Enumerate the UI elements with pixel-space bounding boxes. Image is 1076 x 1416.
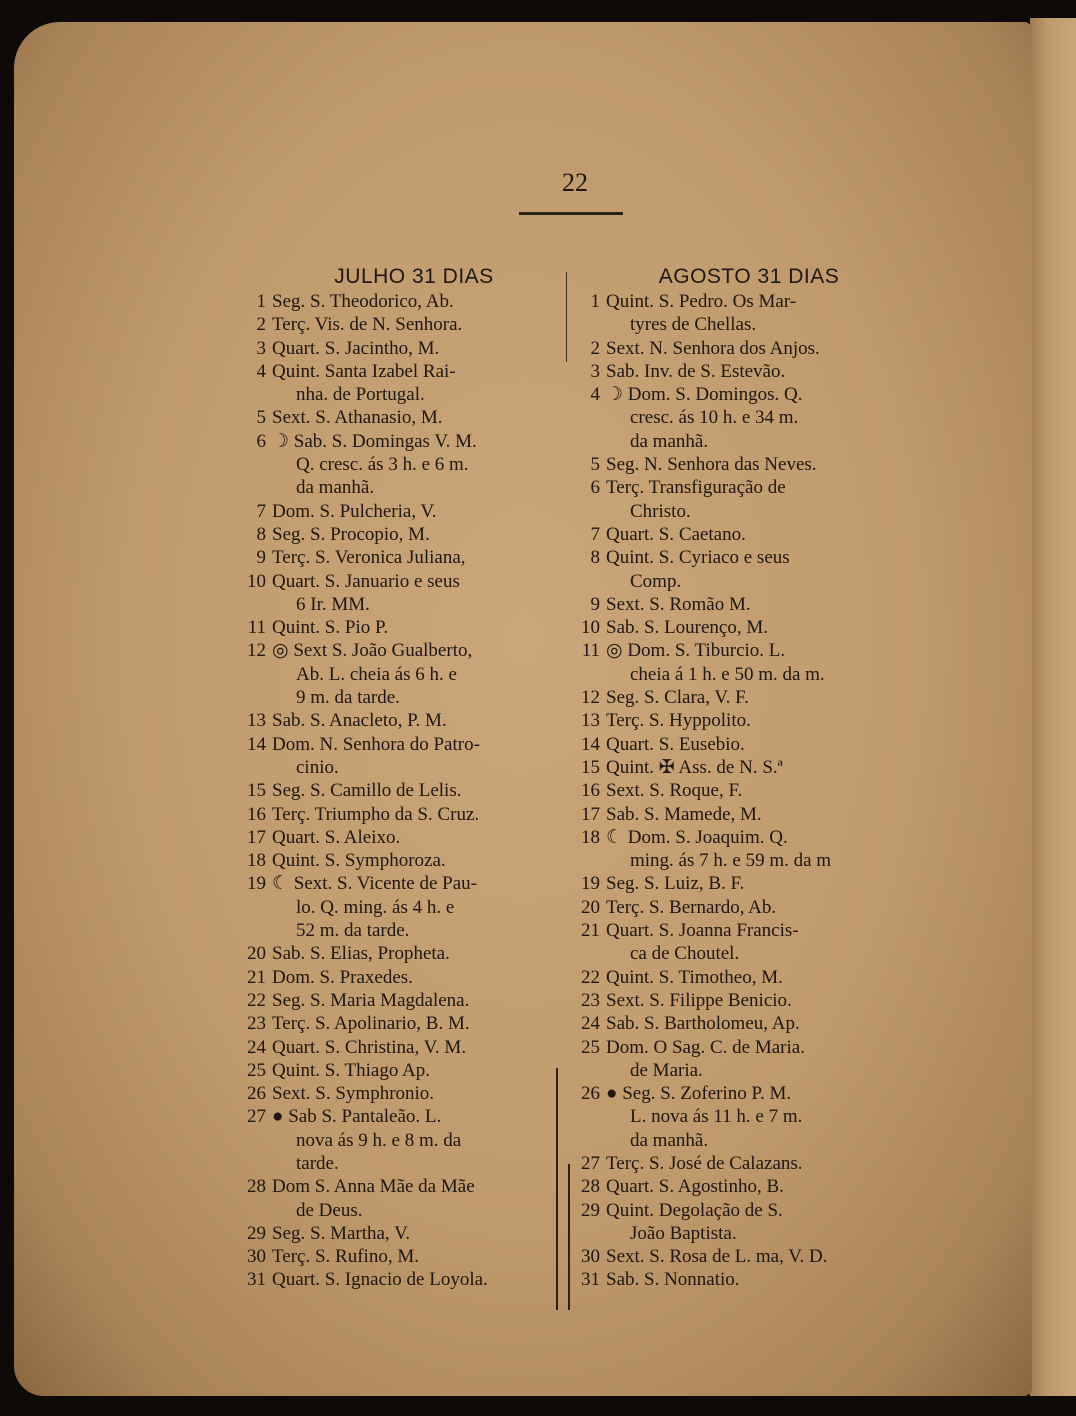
day-number: 31 — [581, 1269, 600, 1291]
day-number: 29 — [581, 1199, 600, 1221]
july-day-entry — [234, 1268, 564, 1291]
entry-line: Sab. S. Mamede, M. — [606, 803, 762, 825]
july-day-entry — [234, 709, 564, 732]
day-text — [606, 1012, 912, 1035]
entry-line: Dom. N. Senhora do Patro- — [272, 733, 480, 755]
day-number: 10 — [581, 617, 600, 639]
entry-line: Quart. S. Joanna Francis- — [606, 920, 799, 942]
day-number: 25 — [247, 1059, 266, 1081]
august-day-entry — [572, 733, 912, 756]
entry-line: Sext. S. Rosa de L. ma, V. D. — [606, 1246, 828, 1268]
day-text — [606, 1152, 912, 1175]
day-text — [606, 593, 912, 616]
entry-line: ☽ Dom. S. Domingos. Q. — [606, 384, 803, 406]
august-day-entry — [572, 966, 912, 989]
day-text — [606, 733, 912, 756]
day-number: 8 — [590, 547, 600, 569]
entry-continuation-line: cinio. — [296, 756, 339, 778]
july-day-entry — [234, 1222, 564, 1245]
day-text — [272, 872, 564, 942]
adjacent-page-edge — [1030, 18, 1076, 1396]
day-number: 9 — [590, 593, 600, 615]
entry-line: Quint. S. Pio P. — [272, 617, 389, 639]
day-text — [606, 826, 912, 873]
day-text — [272, 803, 564, 826]
july-day-entry — [234, 523, 564, 546]
august-day-entry — [572, 803, 912, 826]
day-text — [606, 919, 912, 966]
entry-line: ● Seg. S. Zoferino P. M. — [606, 1083, 792, 1105]
day-text — [606, 966, 912, 989]
august-heading: AGOSTO 31 DIAS — [658, 265, 840, 288]
august-day-entry — [572, 593, 912, 616]
day-text — [606, 1036, 912, 1083]
entry-continuation-line: L. nova ás 11 h. e 7 m. — [630, 1106, 803, 1128]
entry-line: Quart. S. Jacintho, M. — [272, 337, 440, 359]
entry-line: Quint. Degolação de S. — [606, 1199, 783, 1221]
august-day-entry — [572, 290, 912, 337]
day-number: 5 — [256, 407, 266, 429]
day-number: 12 — [581, 687, 600, 709]
entry-line: Quart. S. Ignacio de Loyola. — [272, 1269, 488, 1291]
july-day-entry — [234, 1059, 564, 1082]
entry-line: ☾ Dom. S. Joaquim. Q. — [606, 826, 788, 848]
july-day-entry — [234, 406, 564, 429]
day-number: 30 — [581, 1246, 600, 1268]
entry-line: Sab. S. Anacleto, P. M. — [272, 710, 447, 732]
day-number: 24 — [247, 1036, 266, 1058]
day-text — [606, 872, 912, 895]
july-day-entry — [234, 849, 564, 872]
entry-line: Sext. S. Athanasio, M. — [272, 407, 443, 429]
day-number: 30 — [247, 1246, 266, 1268]
july-day-entry — [234, 430, 564, 500]
entry-line: Dom S. Anna Mãe da Mãe — [272, 1176, 475, 1198]
entry-line: Sab. Inv. de S. Estevão. — [606, 360, 786, 382]
entry-line: Quint. S. Thiago Ap. — [272, 1059, 430, 1081]
july-day-entry — [234, 966, 564, 989]
day-number: 18 — [247, 850, 266, 872]
day-number: 24 — [581, 1013, 600, 1035]
entry-continuation-line: Christo. — [630, 500, 691, 522]
entry-continuation-line: ming. ás 7 h. e 59 m. da m — [630, 850, 832, 872]
july-day-entry — [234, 942, 564, 965]
day-number: 22 — [247, 989, 266, 1011]
day-text — [272, 500, 564, 523]
day-text — [606, 1268, 912, 1291]
day-number: 3 — [256, 337, 266, 359]
august-day-entry — [572, 989, 912, 1012]
day-text — [272, 989, 564, 1012]
august-day-entry — [572, 709, 912, 732]
july-day-entry — [234, 872, 564, 942]
july-day-entry — [234, 1105, 564, 1175]
day-number: 15 — [581, 756, 600, 778]
entry-line: ☽ Sab. S. Domingas V. M. — [272, 430, 477, 452]
entry-line: Seg. S. Theodorico, Ab. — [272, 291, 454, 312]
day-number: 10 — [247, 570, 266, 592]
day-number: 23 — [247, 1013, 266, 1035]
entry-line: Sext. S. Roque, F. — [606, 780, 743, 802]
entry-line: Quint. S. Cyriaco e seus — [606, 547, 790, 569]
entry-continuation-line: de Deus. — [296, 1199, 363, 1221]
day-number: 1 — [590, 291, 600, 312]
august-day-entry — [572, 779, 912, 802]
entry-continuation-line: de Maria. — [630, 1059, 703, 1081]
day-text — [606, 803, 912, 826]
day-text — [272, 546, 564, 569]
day-text — [272, 1012, 564, 1035]
day-text — [272, 570, 564, 617]
entry-line: Dom. S. Pulcheria, V. — [272, 500, 437, 522]
july-day-entry — [234, 616, 564, 639]
entry-continuation-line: Q. cresc. ás 3 h. e 6 m. — [296, 454, 469, 476]
column-divider-right-bottom — [568, 1164, 570, 1310]
july-day-entry — [234, 337, 564, 360]
day-text — [272, 1059, 564, 1082]
day-number: 27 — [581, 1152, 600, 1174]
august-day-entry — [572, 523, 912, 546]
day-text — [272, 430, 564, 500]
day-number: 6 — [256, 430, 266, 452]
day-text — [606, 383, 912, 453]
day-number: 13 — [581, 710, 600, 732]
july-day-entry — [234, 1012, 564, 1035]
july-day-entry — [234, 989, 564, 1012]
day-number: 17 — [247, 826, 266, 848]
august-day-entry — [572, 383, 912, 453]
entry-line: Terç. S. Rufino, M. — [272, 1246, 419, 1268]
august-day-entry — [572, 360, 912, 383]
day-text — [272, 1268, 564, 1291]
august-day-entry — [572, 919, 912, 966]
august-day-entry — [572, 546, 912, 593]
day-number: 4 — [590, 384, 600, 406]
entry-continuation-line: da manhã. — [296, 477, 375, 499]
day-number: 17 — [581, 803, 600, 825]
august-day-entry — [572, 1268, 912, 1291]
july-column — [234, 264, 564, 1292]
day-number: 16 — [581, 780, 600, 802]
entry-line: Quart. S. Aleixo. — [272, 826, 401, 848]
day-number: 3 — [590, 360, 600, 382]
entry-line: ◎ Dom. S. Tiburcio. L. — [606, 640, 786, 662]
august-entries — [572, 290, 912, 1292]
entry-line: Sab. S. Nonnatio. — [606, 1269, 740, 1291]
entry-line: Terç. S. Apolinario, B. M. — [272, 1013, 470, 1035]
entry-line: Seg. S. Maria Magdalena. — [272, 989, 470, 1011]
day-number: 11 — [581, 640, 600, 662]
day-text — [606, 523, 912, 546]
day-number: 21 — [247, 966, 266, 988]
entry-continuation-line: lo. Q. ming. ás 4 h. e — [296, 896, 455, 918]
day-text — [272, 290, 564, 313]
day-number: 5 — [590, 454, 600, 476]
august-day-entry — [572, 616, 912, 639]
august-day-entry — [572, 453, 912, 476]
august-day-entry — [572, 1036, 912, 1083]
august-day-entry — [572, 337, 912, 360]
day-text — [272, 709, 564, 732]
day-number: 19 — [581, 873, 600, 895]
entry-line: Sab. S. Elias, Propheta. — [272, 943, 450, 965]
day-text — [606, 453, 912, 476]
day-number: 23 — [581, 989, 600, 1011]
entry-line: Terç. S. Hyppolito. — [606, 710, 751, 732]
entry-line: ☾ Sext. S. Vicente de Pau- — [272, 873, 477, 895]
day-number: 26 — [247, 1083, 266, 1105]
day-text — [272, 406, 564, 429]
entry-continuation-line: nha. de Portugal. — [296, 384, 425, 406]
july-day-entry — [234, 1036, 564, 1059]
entry-continuation-line: nova ás 9 h. e 8 m. da — [296, 1129, 462, 1151]
entry-continuation-line: 6 Ir. MM. — [296, 593, 370, 615]
day-text — [272, 1222, 564, 1245]
day-number: 27 — [247, 1106, 266, 1128]
entry-line: Quart. S. Januario e seus — [272, 570, 460, 592]
day-text — [606, 709, 912, 732]
day-number: 13 — [247, 710, 266, 732]
august-day-entry — [572, 896, 912, 919]
august-day-entry — [572, 826, 912, 873]
day-text — [606, 896, 912, 919]
entry-line: Sab. S. Bartholomeu, Ap. — [606, 1013, 800, 1035]
day-number: 20 — [247, 943, 266, 965]
day-text — [272, 639, 564, 709]
entry-continuation-line: da manhã. — [630, 1129, 709, 1151]
day-number: 4 — [256, 360, 266, 382]
day-number: 6 — [590, 477, 600, 499]
august-day-entry — [572, 1152, 912, 1175]
july-day-entry — [234, 360, 564, 407]
entry-line: ● Sab S. Pantaleão. L. — [272, 1106, 442, 1128]
day-text — [272, 779, 564, 802]
day-number: 20 — [581, 896, 600, 918]
day-number: 16 — [247, 803, 266, 825]
august-day-entry — [572, 476, 912, 523]
entry-line: Quart. S. Agostinho, B. — [606, 1176, 784, 1198]
day-number: 9 — [256, 547, 266, 569]
day-text — [272, 942, 564, 965]
july-day-entry — [234, 826, 564, 849]
entry-line: Sext. S. Romão M. — [606, 593, 751, 615]
day-number: 8 — [256, 523, 266, 545]
day-number: 7 — [256, 500, 266, 522]
day-text — [272, 1245, 564, 1268]
july-day-entry — [234, 1245, 564, 1268]
entry-line: Terç. S. Bernardo, Ab. — [606, 896, 777, 918]
day-number: 12 — [247, 640, 266, 662]
july-day-entry — [234, 500, 564, 523]
day-number: 14 — [581, 733, 600, 755]
day-text — [606, 616, 912, 639]
day-number: 7 — [590, 523, 600, 545]
day-text — [272, 337, 564, 360]
july-day-entry — [234, 1082, 564, 1105]
august-day-entry — [572, 1245, 912, 1268]
july-day-entry — [234, 1175, 564, 1222]
august-day-entry — [572, 1175, 912, 1198]
entry-line: Quart. S. Caetano. — [606, 523, 746, 545]
day-text — [606, 779, 912, 802]
day-text — [272, 966, 564, 989]
entry-line: Quart. S. Eusebio. — [606, 733, 745, 755]
entry-line: Terç. S. José de Calazans. — [606, 1152, 803, 1174]
july-day-entry — [234, 290, 564, 313]
entry-line: Seg. N. Senhora das Neves. — [606, 454, 817, 476]
entry-continuation-line: 52 m. da tarde. — [296, 920, 410, 942]
july-entries — [234, 290, 564, 1292]
day-text — [272, 1175, 564, 1222]
day-text — [272, 733, 564, 780]
entry-continuation-line: tarde. — [296, 1152, 339, 1174]
entry-line: Sext. S. Symphronio. — [272, 1083, 435, 1105]
day-text — [272, 360, 564, 407]
august-day-entry — [572, 1199, 912, 1246]
entry-line: Sext. S. Filippe Benicio. — [606, 989, 792, 1011]
day-text — [606, 756, 912, 779]
day-text — [606, 290, 912, 337]
day-number: 28 — [581, 1176, 600, 1198]
entry-line: Quint. S. Pedro. Os Mar- — [606, 291, 797, 312]
entry-line: Sab. S. Lourenço, M. — [606, 617, 769, 639]
day-number: 11 — [247, 617, 266, 639]
entry-continuation-line: Ab. L. cheia ás 6 h. e — [296, 663, 457, 685]
july-heading: JULHO 31 DIAS — [334, 265, 494, 288]
entry-line: Terç. S. Veronica Juliana, — [272, 547, 466, 569]
day-text — [272, 1082, 564, 1105]
entry-continuation-line: cheia á 1 h. e 50 m. da m. — [630, 663, 825, 685]
day-number: 2 — [590, 337, 600, 359]
entry-line: Quart. S. Christina, V. M. — [272, 1036, 467, 1058]
august-column — [572, 264, 912, 1292]
day-number: 31 — [247, 1269, 266, 1291]
day-number: 28 — [247, 1176, 266, 1198]
entry-line: Seg. S. Luiz, B. F. — [606, 873, 745, 895]
entry-line: Terç. Transfiguração de — [606, 477, 786, 499]
entry-line: Dom. O Sag. C. de Maria. — [606, 1036, 805, 1058]
august-day-entry — [572, 639, 912, 686]
day-text — [606, 639, 912, 686]
august-day-entry — [572, 1012, 912, 1035]
entry-line: Seg. S. Martha, V. — [272, 1222, 411, 1244]
column-divider-top — [566, 272, 567, 362]
day-text — [606, 546, 912, 593]
day-number: 21 — [581, 920, 600, 942]
day-number: 1 — [256, 291, 266, 312]
august-day-entry — [572, 1082, 912, 1152]
day-text — [272, 826, 564, 849]
entry-continuation-line: ca de Choutel. — [630, 943, 740, 965]
july-day-entry — [234, 779, 564, 802]
day-number: 18 — [581, 826, 600, 848]
page-number: 22 — [562, 168, 588, 197]
entry-line: Quint. ✠ Ass. de N. S.ª — [606, 756, 783, 778]
entry-continuation-line: tyres de Chellas. — [630, 314, 757, 336]
entry-continuation-line: cresc. ás 10 h. e 34 m. — [630, 407, 799, 429]
august-day-entry — [572, 756, 912, 779]
entry-continuation-line: João Baptista. — [630, 1222, 737, 1244]
entry-continuation-line: Comp. — [630, 570, 682, 592]
entry-line: Seg. S. Camillo de Lelis. — [272, 780, 462, 802]
july-day-entry — [234, 313, 564, 336]
day-number: 26 — [581, 1083, 600, 1105]
day-text — [606, 989, 912, 1012]
entry-line: Sext. N. Senhora dos Anjos. — [606, 337, 820, 359]
july-day-entry — [234, 733, 564, 780]
july-day-entry — [234, 803, 564, 826]
entry-line: Quint. S. Timotheo, M. — [606, 966, 783, 988]
day-text — [606, 686, 912, 709]
entry-line: Terç. Triumpho da S. Cruz. — [272, 803, 480, 825]
day-number: 15 — [247, 780, 266, 802]
entry-line: Dom. S. Praxedes. — [272, 966, 413, 988]
day-number: 29 — [247, 1222, 266, 1244]
entry-line: ◎ Sext S. João Gualberto, — [272, 640, 473, 662]
entry-line: Seg. S. Clara, V. F. — [606, 687, 749, 709]
day-text — [272, 849, 564, 872]
entry-line: Quint. S. Symphoroza. — [272, 850, 446, 872]
august-day-entry — [572, 872, 912, 895]
entry-line: Terç. Vis. de N. Senhora. — [272, 314, 463, 336]
july-day-entry — [234, 570, 564, 617]
day-number: 14 — [247, 733, 266, 755]
day-text — [606, 337, 912, 360]
entry-continuation-line: 9 m. da tarde. — [296, 687, 400, 709]
july-day-entry — [234, 639, 564, 709]
day-text — [272, 616, 564, 639]
day-text — [606, 1175, 912, 1198]
day-text — [606, 476, 912, 523]
day-number: 22 — [581, 966, 600, 988]
entry-line: Seg. S. Procopio, M. — [272, 523, 430, 545]
day-text — [272, 1036, 564, 1059]
july-day-entry — [234, 546, 564, 569]
day-text — [272, 313, 564, 336]
day-text — [272, 523, 564, 546]
day-text — [606, 1082, 912, 1152]
entry-line: Quint. Santa Izabel Rai- — [272, 360, 456, 382]
august-day-entry — [572, 686, 912, 709]
page-number-rule — [519, 212, 623, 215]
day-text — [606, 360, 912, 383]
day-number: 19 — [247, 873, 266, 895]
day-text — [606, 1199, 912, 1246]
day-number: 2 — [256, 314, 266, 336]
day-text — [272, 1105, 564, 1175]
day-text — [606, 1245, 912, 1268]
entry-continuation-line: da manhã. — [630, 430, 709, 452]
day-number: 25 — [581, 1036, 600, 1058]
